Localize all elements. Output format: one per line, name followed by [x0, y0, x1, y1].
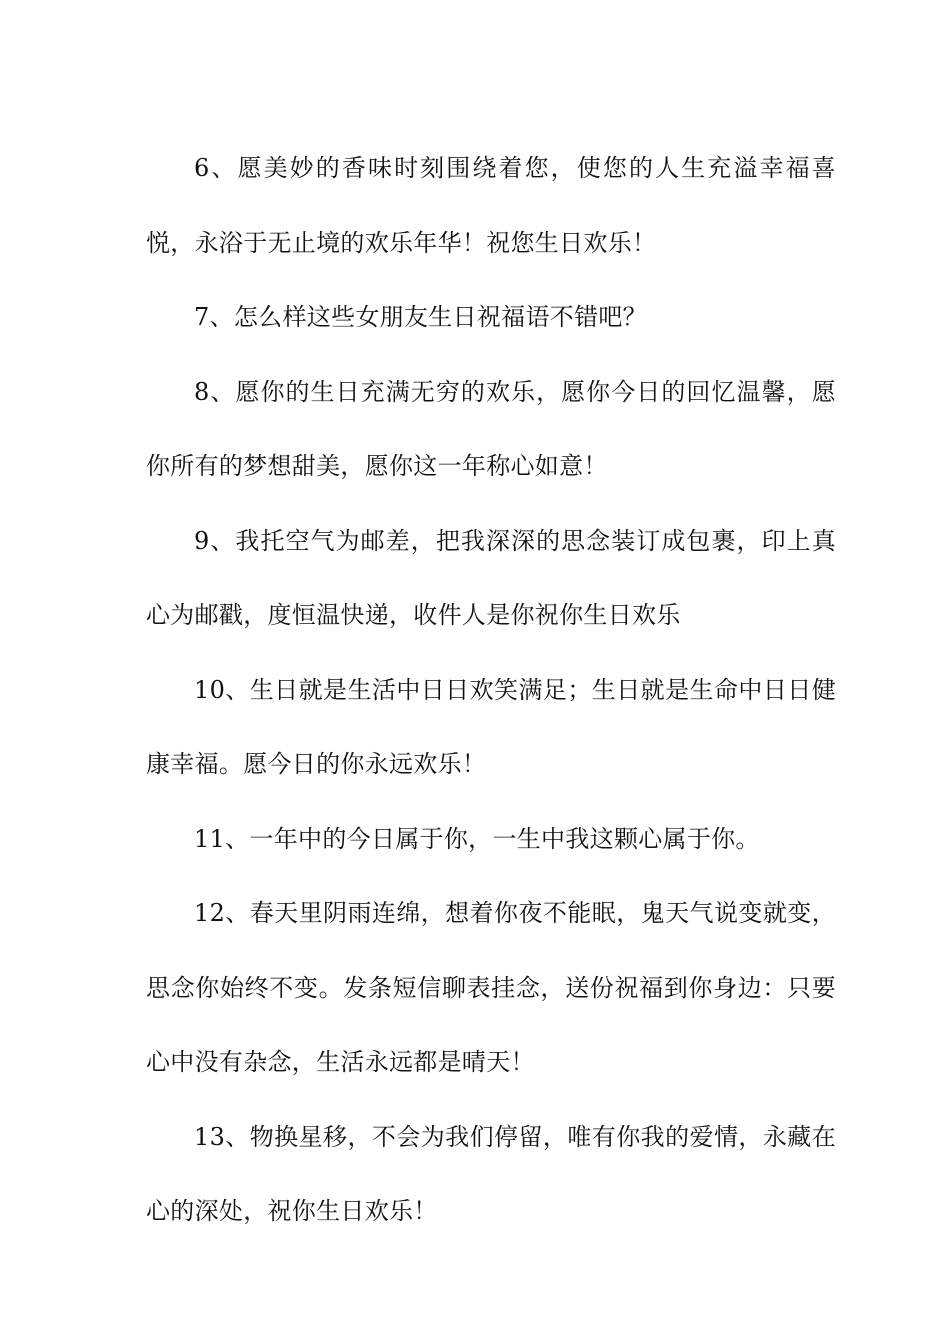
paragraph-9: 9、我托空气为邮差，把我深深的思念装订成包裹，印上真心为邮戳，度恒温快递，收件人是你祝你生日欢乐 [146, 526, 836, 629]
paragraph-7: 7、怎么样这些女朋友生日祝福语不错吧？ [194, 303, 647, 331]
paragraph-10: 10、生日就是生活中日日欢笑满足；生日就是生命中日日健康幸福。愿今日的你永远欢乐！ [146, 675, 836, 778]
paragraph-6: 6、愿美妙的香味时刻围绕着您，使您的人生充溢幸福喜悦，永浴于无止境的欢乐年华！祝您生日欢乐！ [146, 154, 836, 257]
paragraph-13: 13、物换星移，不会为我们停留，唯有你我的爱情，永藏在心的深处，祝你生日欢乐！ [146, 1122, 836, 1225]
paragraph-11: 11、一年中的今日属于你，一生中我这颗心属于你。 [194, 824, 760, 853]
document-body [146, 131, 836, 1249]
paragraph-8: 8、愿你的生日充满无穷的欢乐，愿你今日的回忆温馨，愿你所有的梦想甜美，愿你这一年称心如意！ [146, 377, 836, 480]
paragraph-12: 12、春天里阴雨连绵，想着你夜不能眠，鬼天气说变就变，思念你始终不变。发条短信聊表挂念，送份祝福到你身边：只要心中没有杂念，生活永远都是晴天！ [146, 899, 836, 1076]
